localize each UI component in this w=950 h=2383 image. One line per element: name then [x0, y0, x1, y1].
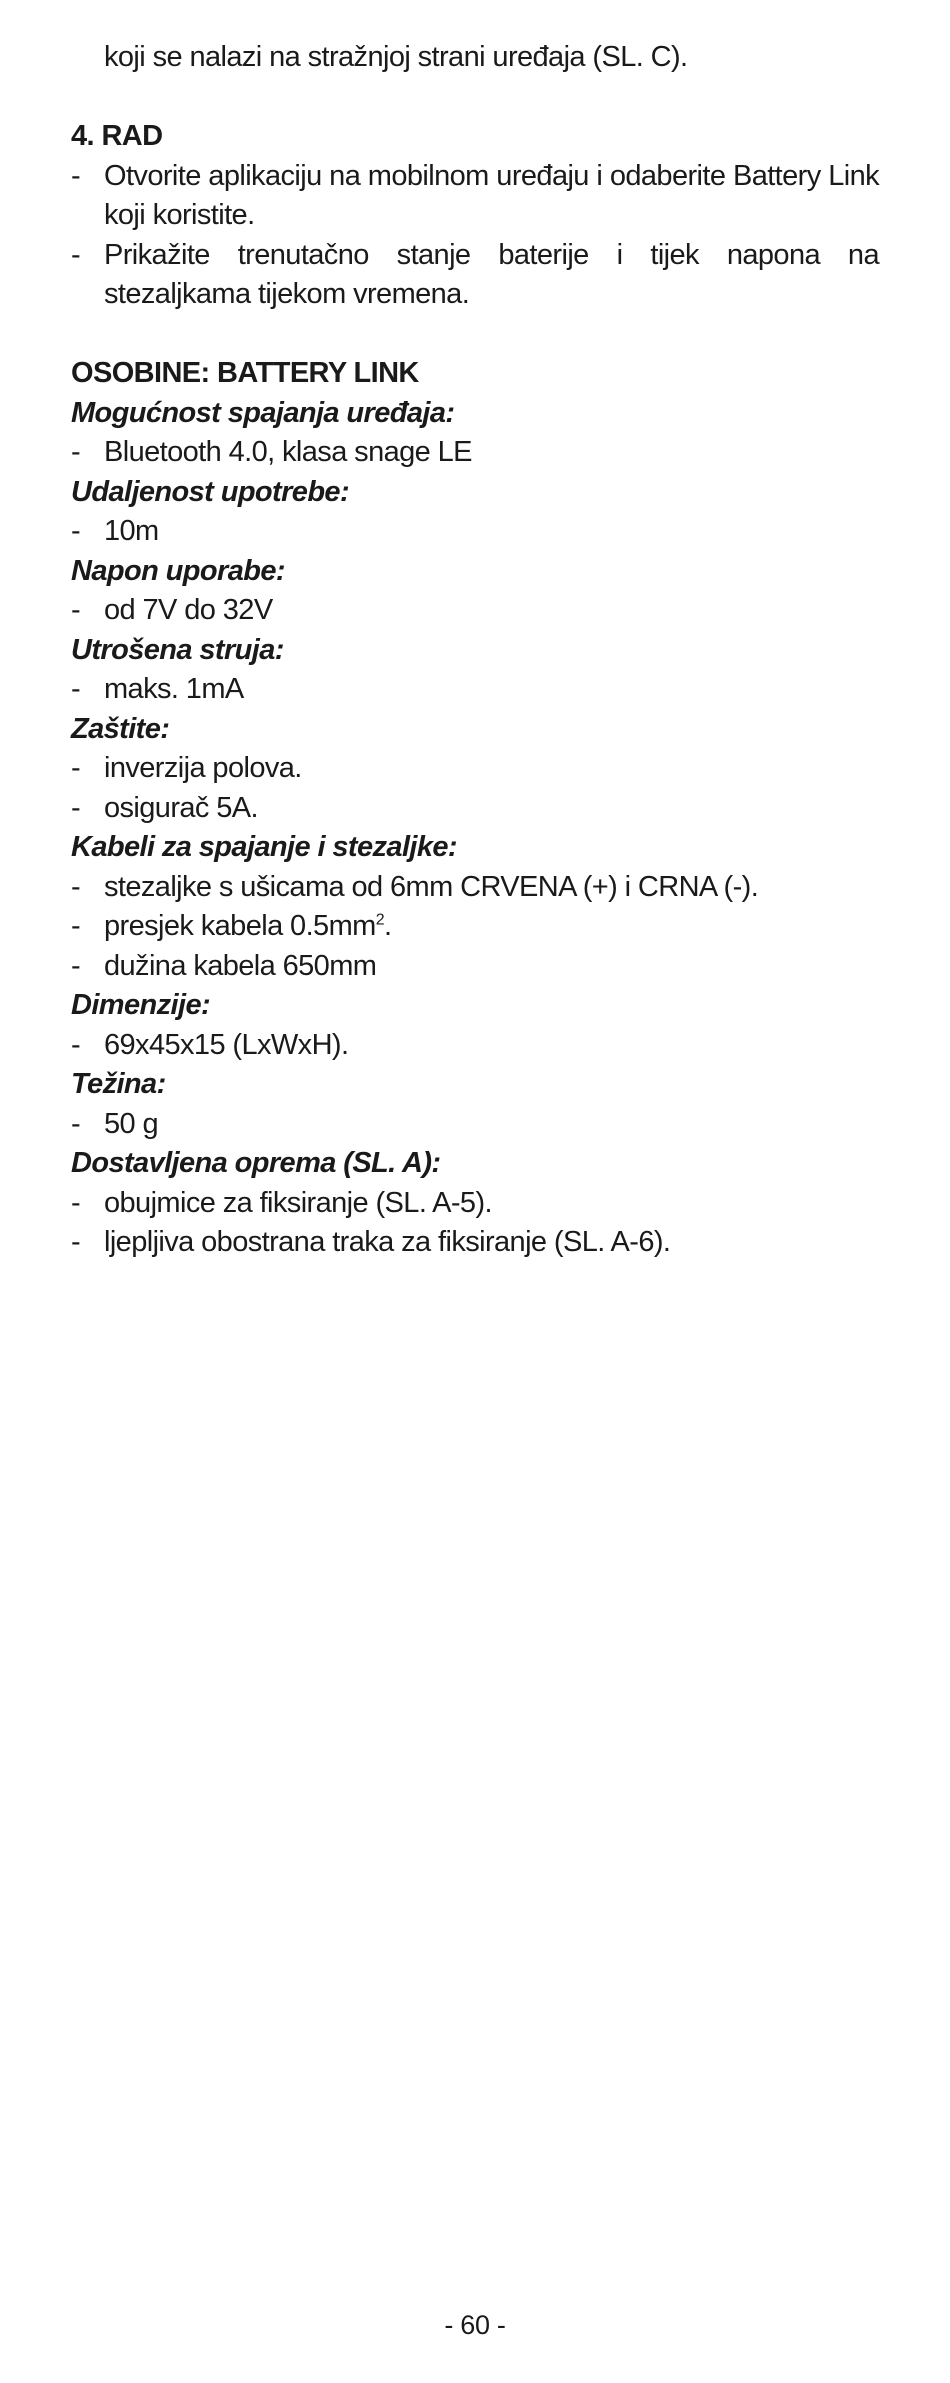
spacer	[71, 315, 879, 355]
rad-bullet-2	[71, 236, 879, 315]
feature-item-text: ljepljiva obostrana traka za fiksiranje (SL. A-6).	[104, 1226, 671, 1258]
spacer	[71, 78, 879, 118]
feature-item	[71, 1026, 879, 1066]
bullet-dash: -	[71, 752, 81, 784]
feature-item-text: maks. 1mA	[104, 673, 244, 705]
feature-item-text: obujmice za fiksiranje (SL. A-5).	[104, 1186, 492, 1219]
bullet-dash: -	[71, 870, 81, 903]
section-heading-features: OSOBINE: BATTERY LINK	[71, 357, 419, 389]
bullet-dash: -	[71, 594, 81, 626]
bullet-dash: -	[71, 436, 81, 468]
document-page	[71, 38, 879, 1263]
feature-item	[71, 1184, 879, 1224]
section-heading-rad: 4. RAD	[71, 120, 163, 152]
feature-label-cables: Kabeli za spajanje i stezaljke:	[71, 831, 457, 863]
feature-item	[71, 868, 879, 908]
feature-label-supplied-equipment: Dostavljena oprema (SL. A):	[71, 1147, 441, 1179]
bullet-dash: -	[71, 1186, 81, 1219]
feature-item	[71, 789, 879, 829]
feature-label-current: Utrošena struja:	[71, 633, 284, 666]
page-number: - 60 -	[444, 2310, 506, 2340]
feature-item	[71, 1223, 879, 1263]
feature-label-voltage: Napon uporabe:	[71, 554, 285, 587]
bullet-dash: -	[71, 673, 81, 705]
rad-bullet-1	[71, 157, 879, 236]
feature-label-range: Udaljenost upotrebe:	[71, 475, 350, 508]
feature-item	[71, 749, 879, 789]
feature-item	[71, 907, 879, 947]
feature-label-dimensions: Dimenzije:	[71, 989, 211, 1021]
feature-item-text: 10m	[104, 515, 159, 547]
intro-continuation: koji se nalazi na stražnjoj strani uređaja (SL. C).	[104, 41, 688, 73]
bullet-dash: -	[71, 949, 81, 982]
feature-label-connectivity: Mogućnost spajanja uređaja:	[71, 396, 455, 429]
bullet-dash: -	[71, 791, 81, 824]
feature-item	[71, 433, 879, 473]
bullet-text: Otvorite aplikaciju na mobilnom uređaju i odaberite Battery Link koji koristite.	[104, 159, 879, 231]
bullet-dash: -	[71, 1226, 81, 1258]
superscript: 2	[375, 911, 384, 929]
bullet-dash: -	[71, 1028, 81, 1061]
bullet-dash: -	[71, 238, 81, 271]
feature-item	[71, 591, 879, 631]
feature-item-text: 69x45x15 (LxWxH).	[104, 1028, 349, 1061]
feature-item	[71, 1105, 879, 1145]
feature-item-text: 50 g	[104, 1107, 159, 1140]
feature-item	[71, 947, 879, 987]
feature-item-text: presjek kabela 0.5mm	[104, 910, 376, 942]
bullet-dash: -	[71, 515, 81, 547]
bullet-dash: -	[71, 910, 81, 942]
feature-item	[71, 670, 879, 710]
bullet-text: Prikažite trenutačno stanje baterije i tijek napona na stezaljkama tijekom vremena.	[104, 238, 879, 310]
feature-item-text: dužina kabela 650mm	[104, 949, 377, 982]
feature-item-suffix: .	[383, 910, 392, 942]
bullet-dash: -	[71, 1107, 81, 1140]
feature-item-text: od 7V do 32V	[104, 594, 273, 626]
feature-item-text: Bluetooth 4.0, klasa snage LE	[104, 436, 472, 468]
feature-item-text: osigurač 5A.	[104, 791, 258, 824]
feature-item-text: stezaljke s ušicama od 6mm CRVENA (+) i CRNA (-).	[104, 870, 759, 903]
feature-label-protection: Zaštite:	[71, 712, 170, 745]
bullet-dash: -	[71, 159, 81, 192]
feature-label-weight: Težina:	[71, 1068, 166, 1100]
feature-item-text: inverzija polova.	[104, 752, 302, 784]
feature-item	[71, 512, 879, 552]
